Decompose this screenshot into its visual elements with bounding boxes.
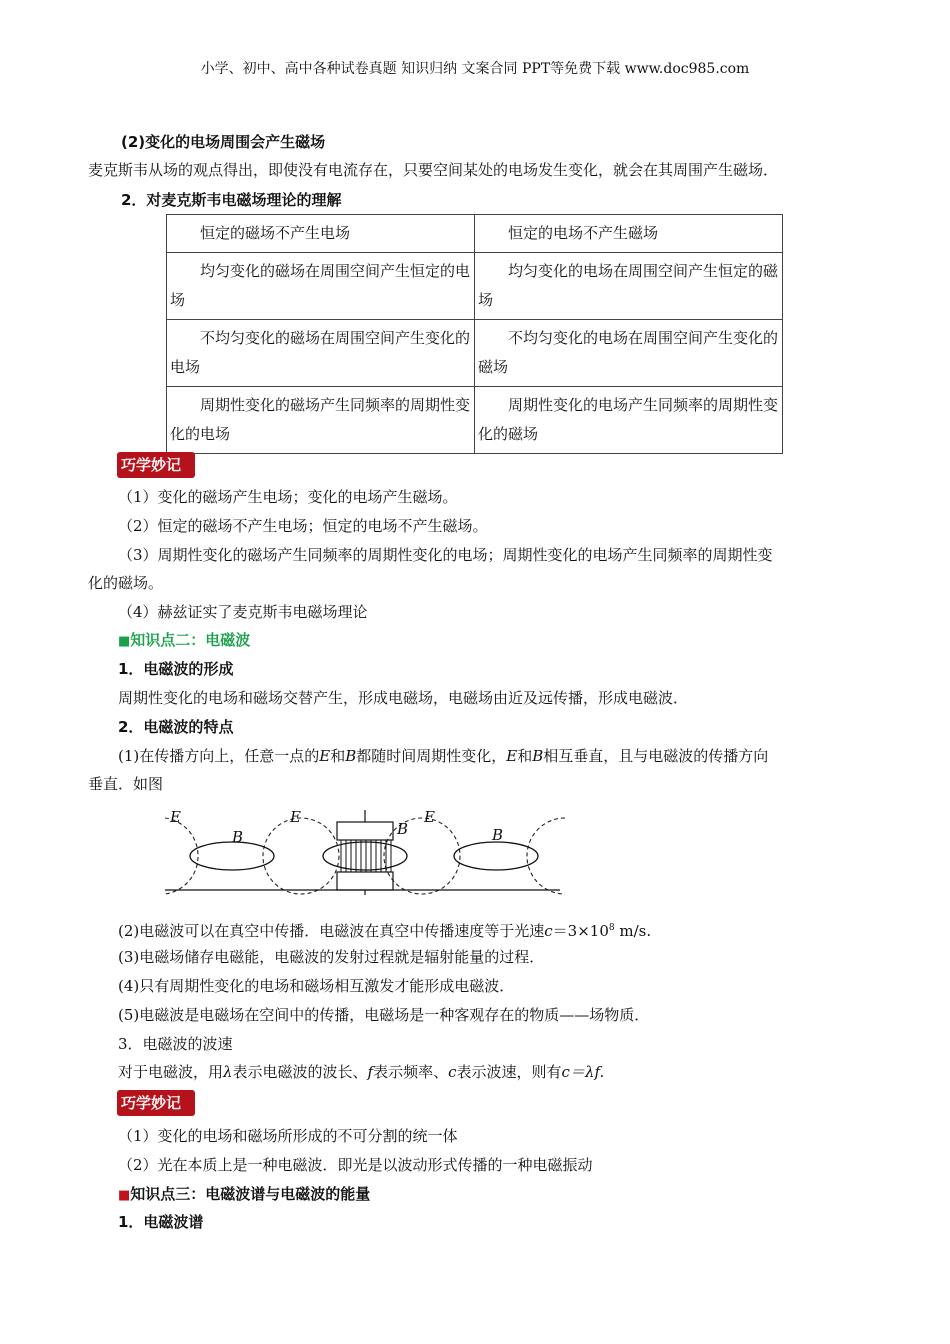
subsection-title: 1．电磁波谱 bbox=[118, 1213, 204, 1231]
text-span: (1)在传播方向上，任意一点的 bbox=[118, 747, 320, 765]
label-B: B bbox=[232, 828, 244, 846]
label-B: B bbox=[397, 820, 409, 838]
label-E: E bbox=[170, 808, 181, 826]
paragraph bbox=[118, 1062, 604, 1082]
text-span: 都随时间周期性变化， bbox=[356, 747, 507, 765]
em-wave-figure bbox=[160, 800, 570, 895]
knowledge-point-heading bbox=[118, 630, 250, 652]
feature-item: (5)电磁波是电磁场在空间中的传播，电磁场是一种客观存在的物质——场物质． bbox=[118, 1006, 650, 1024]
symbol-c: c bbox=[544, 922, 553, 940]
text-span: 相互垂直，且与电磁波的传播方向 bbox=[543, 747, 769, 765]
b-field-ellipse bbox=[454, 842, 538, 870]
label-E: E bbox=[290, 808, 301, 826]
label-E: E bbox=[424, 808, 435, 826]
table-row bbox=[167, 215, 783, 253]
feature-item bbox=[118, 918, 651, 941]
text-span: m/s. bbox=[614, 922, 652, 940]
knowledge-point-title: 知识点二：电磁波 bbox=[130, 631, 251, 649]
wave-speed-equation: c＝λf. bbox=[561, 1063, 605, 1081]
symbol-E: E bbox=[506, 747, 518, 765]
text-span: ＝3×10 bbox=[552, 922, 609, 940]
table-row bbox=[167, 253, 783, 320]
knowledge-point-title: 知识点三：电磁波谱与电磁波的能量 bbox=[130, 1185, 371, 1203]
symbol-c: c bbox=[448, 1063, 457, 1081]
paragraph: 周期性变化的电场和磁场交替产生，形成电磁场，电磁场由近及远传播，形成电磁波． bbox=[118, 689, 689, 707]
table-cell: 周期性变化的电场产生同频率的周期性变化的磁场 bbox=[475, 387, 783, 454]
table-cell: 均匀变化的磁场在周围空间产生恒定的电场 bbox=[167, 253, 475, 320]
tip-item: （1）变化的磁场产生电场；变化的电场产生磁场。 bbox=[118, 488, 458, 506]
tips-badge-label: 巧学妙记 bbox=[121, 456, 182, 474]
subsection-title: 3．电磁波的波速 bbox=[118, 1035, 233, 1053]
tip-item: （1）变化的电场和磁场所形成的不可分割的统一体 bbox=[118, 1127, 458, 1145]
page-header: 小学、初中、高中各种试卷真题 知识归纳 文案合同 PPT等免费下载 www.doc985.com bbox=[200, 61, 750, 77]
feature-item-continued: 垂直．如图 bbox=[88, 775, 164, 793]
exponent: 8 bbox=[608, 923, 615, 933]
b-field-ellipse bbox=[323, 842, 407, 870]
green-square-icon: ■ bbox=[118, 634, 131, 649]
subsection-title: (2)变化的电场周围会产生磁场 bbox=[121, 133, 326, 151]
symbol-B: B bbox=[345, 747, 357, 765]
tips-badge bbox=[117, 1090, 195, 1116]
feature-item: (3)电磁场储存电磁能，电磁波的发射过程就是辐射能量的过程． bbox=[118, 948, 545, 966]
table-row bbox=[167, 320, 783, 387]
table-row bbox=[167, 387, 783, 454]
text-span: 和 bbox=[517, 747, 533, 765]
dashed-e-field-loop bbox=[165, 818, 198, 894]
feature-item bbox=[118, 746, 768, 766]
symbol-lambda: λ bbox=[223, 1063, 233, 1081]
text-span: 对于电磁波，用 bbox=[118, 1063, 224, 1081]
subsection-title: 2．电磁波的特点 bbox=[118, 718, 234, 736]
table-cell: 周期性变化的磁场产生同频率的周期性变化的电场 bbox=[167, 387, 475, 454]
symbol-E: E bbox=[319, 747, 331, 765]
comparison-table bbox=[166, 214, 783, 454]
tip-item: （3）周期性变化的磁场产生同频率的周期性变化的电场；周期性变化的电场产生同频率的周期性变 bbox=[118, 546, 773, 564]
dashed-e-field-loop bbox=[527, 818, 565, 894]
feature-item: (4)只有周期性变化的电场和磁场相互激发才能形成电磁波． bbox=[118, 977, 515, 995]
symbol-f: f bbox=[367, 1063, 374, 1081]
knowledge-point-heading bbox=[118, 1184, 370, 1206]
table-cell: 恒定的电场不产生磁场 bbox=[475, 215, 783, 253]
text-span: (2)电磁波可以在真空中传播．电磁波在真空中传播速度等于光速 bbox=[118, 922, 545, 940]
tip-item: （2）光在本质上是一种电磁波．即光是以波动形式传播的一种电磁振动 bbox=[118, 1156, 593, 1174]
table-cell: 恒定的磁场不产生电场 bbox=[167, 215, 475, 253]
text-span: 表示频率、 bbox=[373, 1063, 449, 1081]
table-cell: 不均匀变化的磁场在周围空间产生变化的电场 bbox=[167, 320, 475, 387]
table-cell: 均匀变化的电场在周围空间产生恒定的磁场 bbox=[475, 253, 783, 320]
dashed-e-field-loop bbox=[384, 818, 460, 894]
text-span: 表示电磁波的波长、 bbox=[232, 1063, 368, 1081]
label-B: B bbox=[492, 826, 504, 844]
text-span: 表示波速，则有 bbox=[456, 1063, 562, 1081]
symbol-B: B bbox=[532, 747, 544, 765]
red-square-icon: ■ bbox=[118, 1188, 131, 1203]
tips-badge bbox=[117, 452, 195, 478]
paragraph: 麦克斯韦从场的观点得出，即使没有电流存在，只要空间某处的电场发生变化，就会在其周围产生磁场． bbox=[88, 161, 779, 179]
text-span: 和 bbox=[330, 747, 346, 765]
tips-badge-label: 巧学妙记 bbox=[121, 1094, 182, 1112]
b-field-ellipse bbox=[190, 842, 274, 870]
subsection-title: 2．对麦克斯韦电磁场理论的理解 bbox=[121, 191, 342, 209]
tip-item: （4）赫兹证实了麦克斯韦电磁场理论 bbox=[118, 603, 368, 621]
tip-item: （2）恒定的磁场不产生电场；恒定的电场不产生磁场。 bbox=[118, 517, 488, 535]
tip-item-continued: 化的磁场。 bbox=[88, 574, 164, 592]
subsection-title: 1．电磁波的形成 bbox=[118, 660, 234, 678]
table-cell: 不均匀变化的电场在周围空间产生变化的磁场 bbox=[475, 320, 783, 387]
